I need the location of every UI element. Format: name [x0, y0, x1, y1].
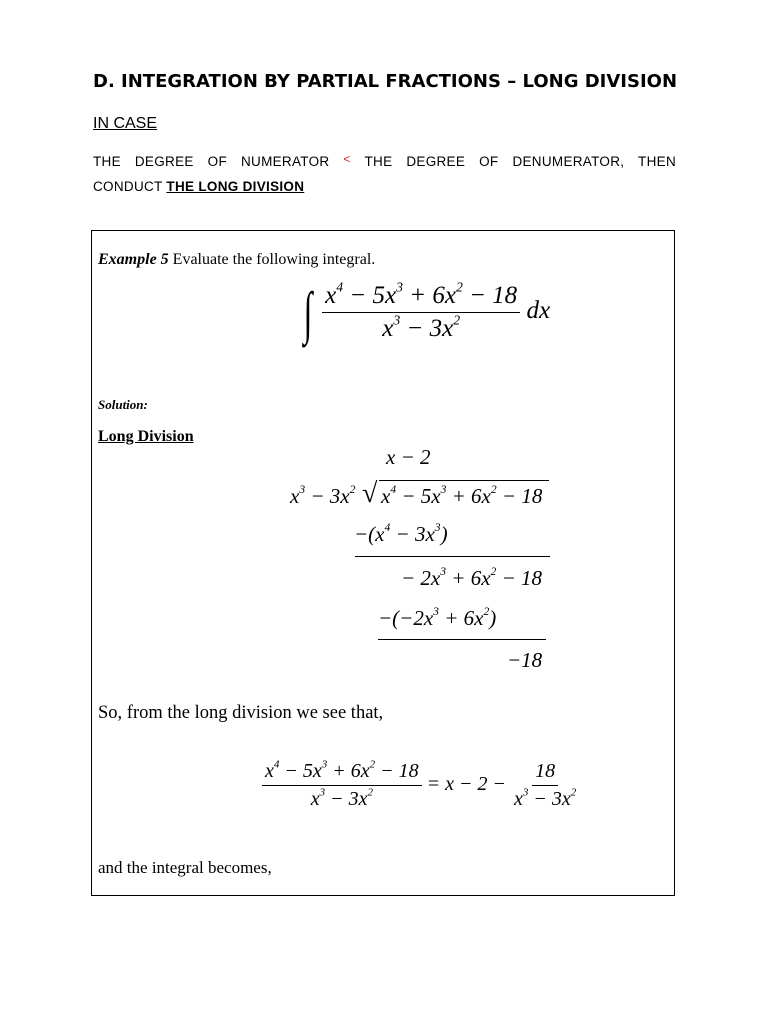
integral-symbol: ∫: [303, 279, 313, 345]
section-heading: D. INTEGRATION BY PARTIAL FRACTIONS – LONG DIVISION: [93, 71, 678, 92]
long-division-title: Long Division: [98, 428, 194, 445]
final-remainder: −18: [507, 648, 543, 672]
condition-line-1: [93, 154, 676, 169]
result-rhs-fraction: [511, 760, 579, 811]
closing-text: and the integral becomes,: [98, 858, 272, 877]
result-equation: [262, 760, 579, 811]
integral-expression: [300, 279, 551, 345]
condition-text-a: THE DEGREE OF NUMERATOR: [93, 154, 330, 169]
example-prompt: Evaluate the following integral.: [172, 251, 376, 268]
integrand-denominator: $x^3 - 3x^2$: [382, 312, 461, 342]
result-lhs-fraction: [262, 760, 422, 811]
step-1-rule: [355, 556, 550, 557]
result-rhs-lead: = x − 2 −: [426, 773, 507, 796]
remainder-1: − $2x^3 + 6x^2 - 18$: [401, 566, 542, 590]
division-bracket: √: [362, 478, 378, 509]
integrand-fraction: [322, 279, 520, 343]
result-rhs-numerator: 18: [532, 760, 558, 786]
condition-text-b: THE DEGREE OF DENUMERATOR, THEN: [364, 154, 676, 169]
result-lhs-denominator: $x^3 - 3x^2$: [310, 786, 373, 810]
subtract-step-1: $-(x^4 - 3x^3)$: [354, 522, 448, 546]
step-2-rule: [378, 639, 546, 640]
division-bar: [379, 480, 549, 481]
long-division-emphasis: THE LONG DIVISION: [166, 179, 305, 194]
solution-label: Solution:: [98, 397, 148, 412]
result-lhs-numerator: $x^4 - 5x^3 + 6x^2 - 18$: [262, 760, 422, 786]
less-than-symbol: ˂: [343, 152, 351, 166]
integrand-numerator: $x^4 - 5x^3 + 6x^2 - 18$: [322, 282, 520, 313]
quotient: x − 2: [386, 445, 431, 469]
result-rhs-denominator: $x^3 - 3x^2$: [514, 786, 577, 810]
subtract-step-2: $-(-2x^3 + 6x^2)$: [378, 606, 497, 630]
example-heading: [98, 251, 375, 269]
explanation-text: So, from the long division we see that,: [98, 703, 384, 723]
conduct-label: CONDUCT: [93, 179, 163, 194]
in-case-label: IN CASE: [93, 115, 158, 132]
condition-line-2: [93, 179, 304, 194]
dividend: $x^4 - 5x^3 + 6x^2 - 18$: [381, 484, 543, 508]
example-label: Example 5: [98, 251, 169, 268]
dx-label: dx: [526, 297, 551, 325]
divisor: $x^3 - 3x^2$: [290, 484, 356, 508]
